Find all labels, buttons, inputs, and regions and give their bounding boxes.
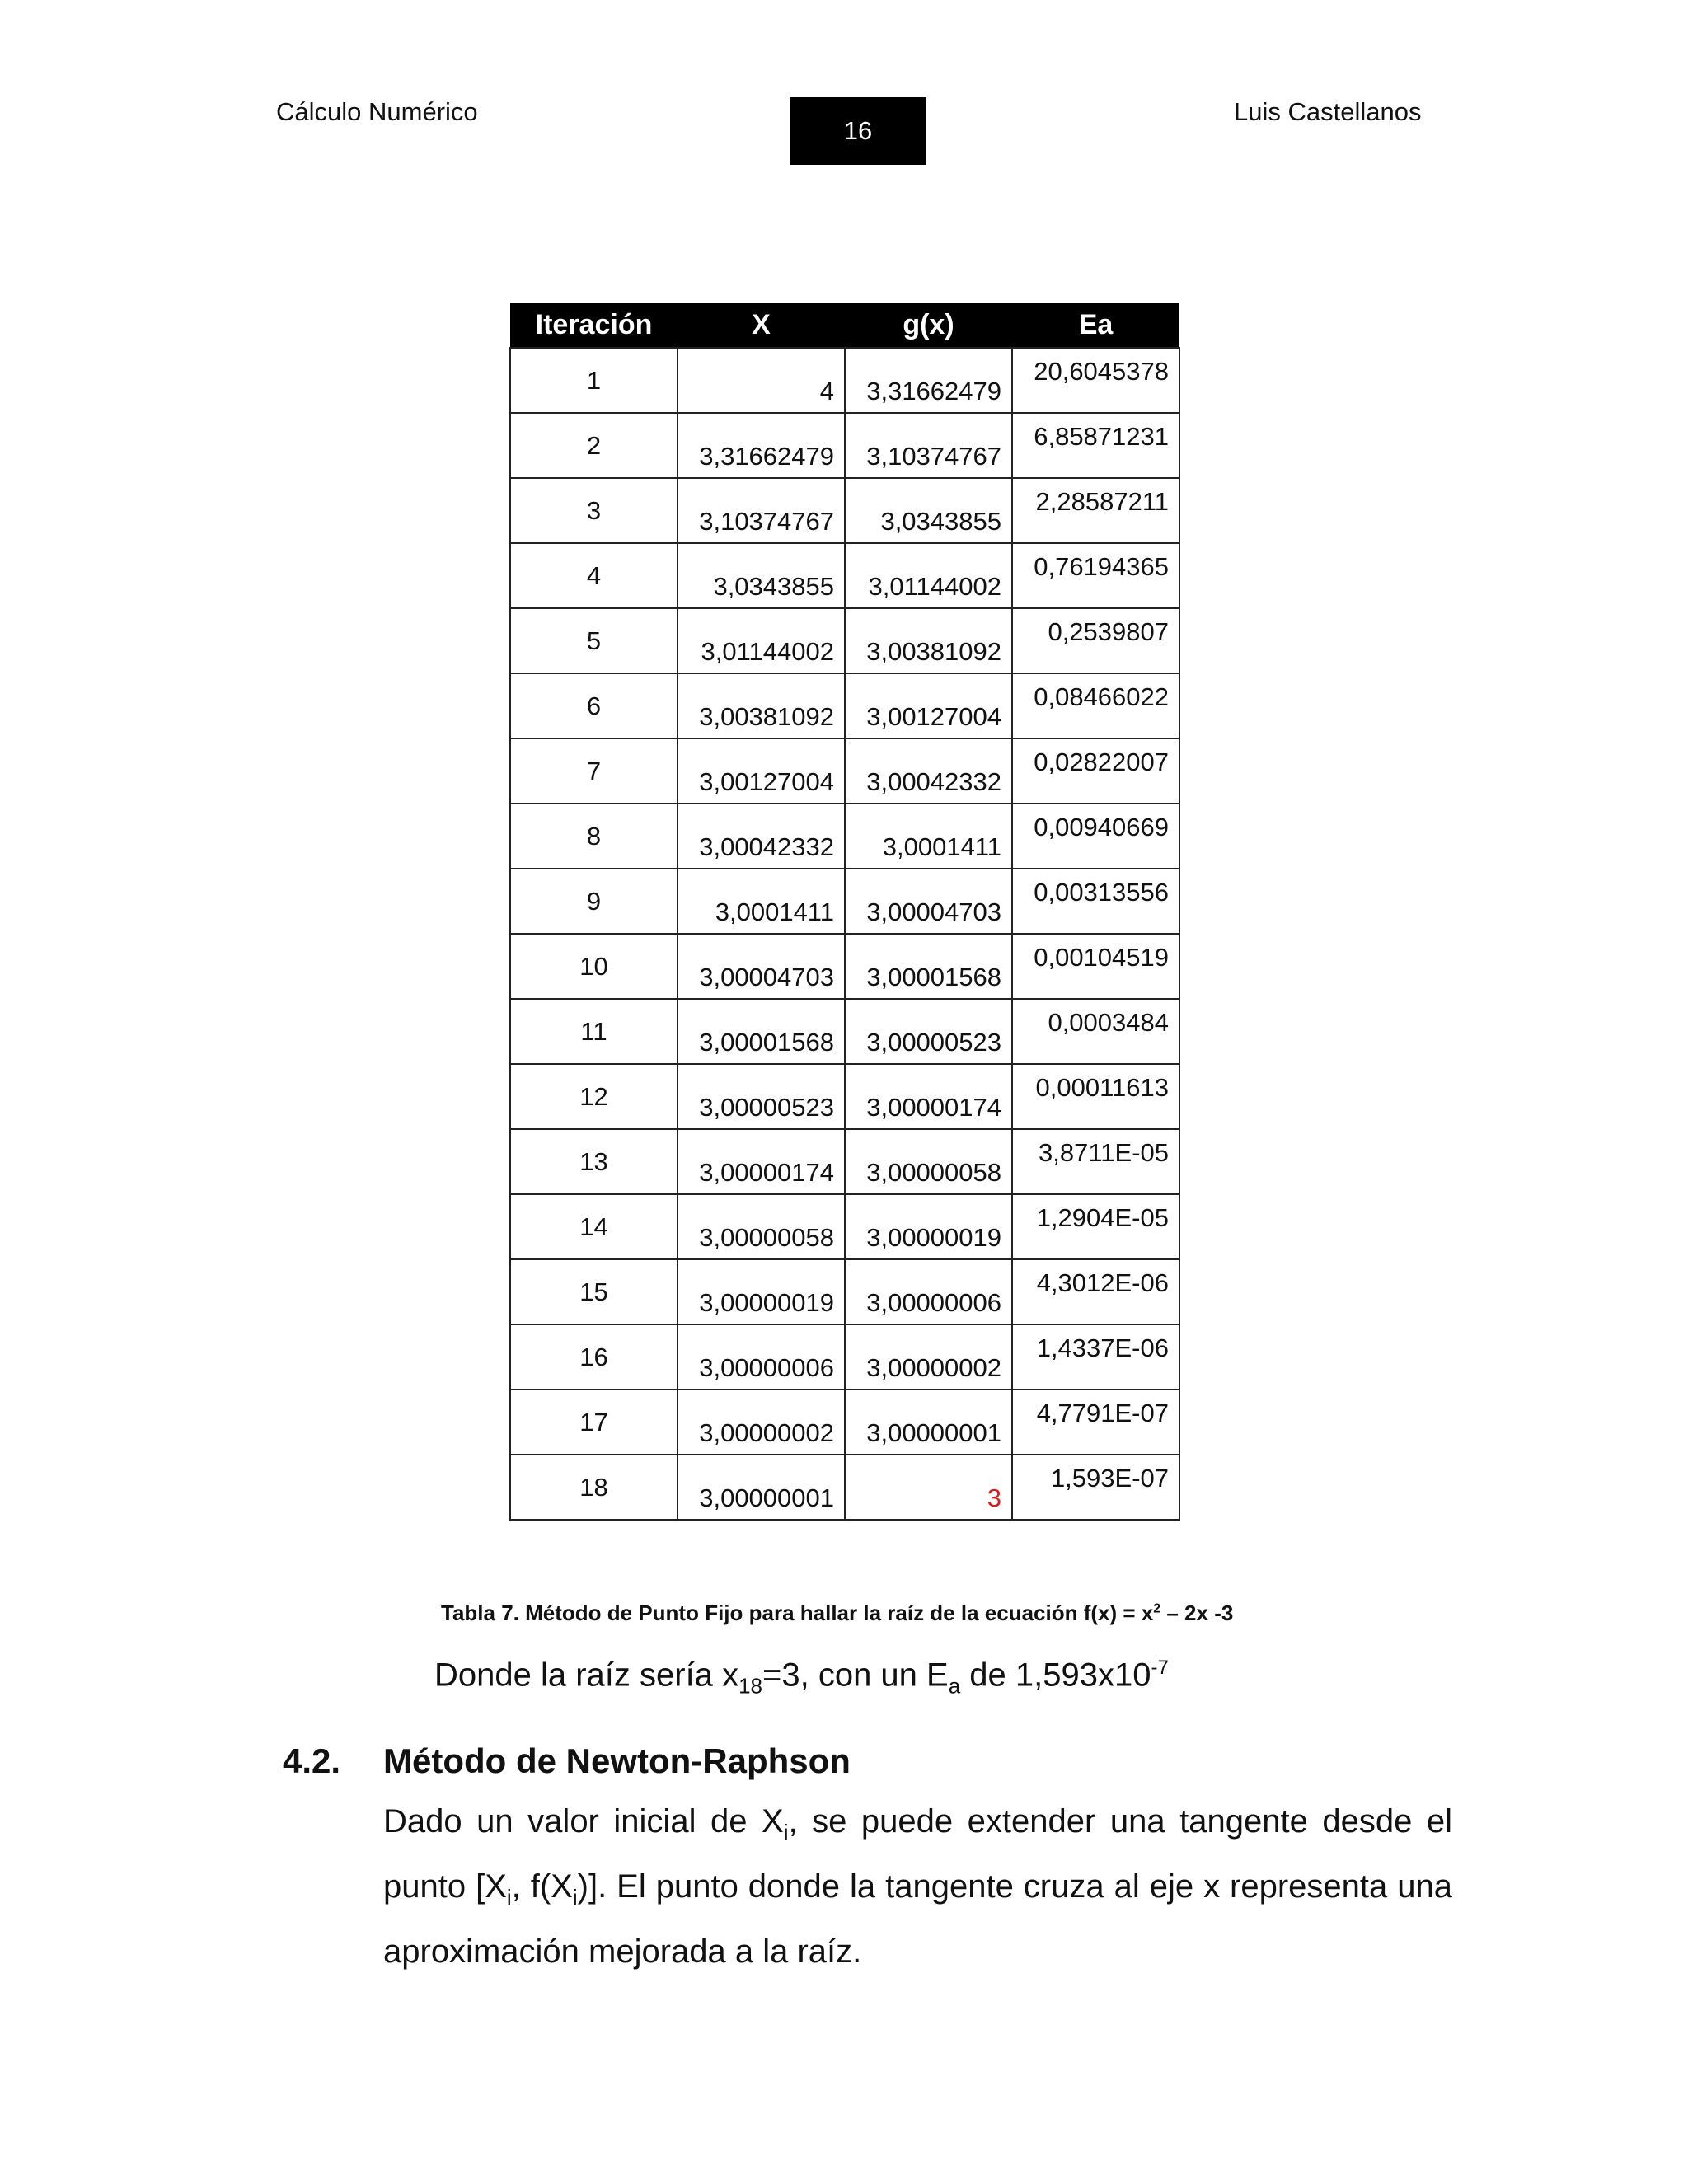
section-number: 4.2. <box>283 1741 341 1780</box>
cell-gx: 3,31662479 <box>845 348 1012 413</box>
header-iteracion: Iteración <box>510 303 678 348</box>
table-row <box>510 1455 1179 1520</box>
cell-gx: 3,00001568 <box>845 934 1012 999</box>
cell-x: 3,00042332 <box>678 804 845 869</box>
cell-iteracion: 8 <box>510 804 678 869</box>
table-row <box>510 738 1179 804</box>
header-left-title: Cálculo Numérico <box>276 97 478 126</box>
table-row <box>510 1064 1179 1129</box>
cell-gx: 3,00000001 <box>845 1390 1012 1455</box>
cell-x: 3,00000174 <box>678 1129 845 1194</box>
cell-gx: 3,00127004 <box>845 673 1012 738</box>
cell-x: 3,00000002 <box>678 1390 845 1455</box>
para-sub-3: i <box>572 1885 578 1910</box>
result-sub-2: a <box>948 1673 961 1699</box>
para-text-4: )]. El punto donde la tangente cruza al eje x representa una aproximación mejorada a la raíz. <box>383 1868 1452 1970</box>
table-row <box>510 1129 1179 1194</box>
section-title: Método de Newton-Raphson <box>383 1741 851 1780</box>
cell-ea: 6,85871231 <box>1012 413 1179 478</box>
cell-x: 3,31662479 <box>678 413 845 478</box>
header-right-author: Luis Castellanos <box>1234 97 1422 126</box>
cell-ea: 4,7791E-07 <box>1012 1390 1179 1455</box>
cell-iteracion: 11 <box>510 999 678 1064</box>
cell-ea: 0,02822007 <box>1012 738 1179 804</box>
cell-x: 3,00000006 <box>678 1324 845 1390</box>
table-row <box>510 804 1179 869</box>
cell-ea: 2,28587211 <box>1012 478 1179 543</box>
table-row <box>510 1259 1179 1324</box>
cell-gx: 3,01144002 <box>845 543 1012 608</box>
page-number-badge: 16 <box>790 97 926 165</box>
para-sub-1: i <box>783 1820 789 1844</box>
table-caption <box>441 1601 1233 1626</box>
cell-ea: 0,00011613 <box>1012 1064 1179 1129</box>
cell-gx: 3,0001411 <box>845 804 1012 869</box>
cell-iteracion: 5 <box>510 608 678 673</box>
table-row <box>510 1194 1179 1259</box>
table-row <box>510 673 1179 738</box>
header-x: X <box>678 303 845 348</box>
table-header-row <box>510 303 1179 348</box>
table-row <box>510 869 1179 934</box>
cell-ea: 0,2539807 <box>1012 608 1179 673</box>
cell-iteracion: 7 <box>510 738 678 804</box>
fixed-point-table <box>509 303 1180 1521</box>
cell-x: 3,00004703 <box>678 934 845 999</box>
table-row <box>510 1324 1179 1390</box>
cell-ea: 3,8711E-05 <box>1012 1129 1179 1194</box>
cell-gx: 3,00000006 <box>845 1259 1012 1324</box>
cell-x: 3,00001568 <box>678 999 845 1064</box>
cell-ea: 1,2904E-05 <box>1012 1194 1179 1259</box>
result-sup: -7 <box>1151 1657 1169 1679</box>
cell-ea: 4,3012E-06 <box>1012 1259 1179 1324</box>
table-row <box>510 1390 1179 1455</box>
table-row <box>510 608 1179 673</box>
caption-tail: – 2x -3 <box>1160 1601 1234 1625</box>
cell-ea: 0,76194365 <box>1012 543 1179 608</box>
cell-x: 3,01144002 <box>678 608 845 673</box>
cell-iteracion: 9 <box>510 869 678 934</box>
cell-iteracion: 6 <box>510 673 678 738</box>
cell-gx: 3,00004703 <box>845 869 1012 934</box>
cell-x: 3,00127004 <box>678 738 845 804</box>
result-sub-1: 18 <box>738 1673 762 1699</box>
cell-x: 3,00000523 <box>678 1064 845 1129</box>
table-row <box>510 543 1179 608</box>
cell-gx: 3,00042332 <box>845 738 1012 804</box>
cell-gx: 3,00000019 <box>845 1194 1012 1259</box>
cell-iteracion: 13 <box>510 1129 678 1194</box>
para-text-1: Dado un valor inicial de X <box>383 1803 784 1840</box>
section-paragraph <box>383 1794 1452 1979</box>
cell-iteracion: 4 <box>510 543 678 608</box>
cell-iteracion: 3 <box>510 478 678 543</box>
cell-gx: 3,0343855 <box>845 478 1012 543</box>
cell-iteracion: 1 <box>510 348 678 413</box>
table-row <box>510 348 1179 413</box>
cell-x: 3,00000001 <box>678 1455 845 1520</box>
para-sub-2: i <box>506 1885 512 1910</box>
cell-iteracion: 17 <box>510 1390 678 1455</box>
result-line <box>434 1657 1169 1699</box>
cell-iteracion: 16 <box>510 1324 678 1390</box>
cell-iteracion: 10 <box>510 934 678 999</box>
cell-ea: 1,4337E-06 <box>1012 1324 1179 1390</box>
cell-gx: 3,10374767 <box>845 413 1012 478</box>
caption-sup: 2 <box>1153 1601 1161 1616</box>
cell-gx: 3,00000058 <box>845 1129 1012 1194</box>
cell-x: 3,00000019 <box>678 1259 845 1324</box>
cell-ea: 0,08466022 <box>1012 673 1179 738</box>
cell-ea: 1,593E-07 <box>1012 1455 1179 1520</box>
header-gx: g(x) <box>845 303 1012 348</box>
result-text-1: Donde la raíz sería x <box>434 1657 739 1694</box>
header-ea: Ea <box>1012 303 1179 348</box>
cell-ea: 0,00104519 <box>1012 934 1179 999</box>
cell-iteracion: 12 <box>510 1064 678 1129</box>
cell-gx: 3,00381092 <box>845 608 1012 673</box>
table-row <box>510 934 1179 999</box>
cell-gx: 3,00000174 <box>845 1064 1012 1129</box>
cell-x: 3,00381092 <box>678 673 845 738</box>
cell-iteracion: 14 <box>510 1194 678 1259</box>
cell-gx: 3 <box>845 1455 1012 1520</box>
cell-iteracion: 15 <box>510 1259 678 1324</box>
cell-x: 4 <box>678 348 845 413</box>
cell-iteracion: 18 <box>510 1455 678 1520</box>
result-text-3: de 1,593x10 <box>960 1657 1151 1694</box>
cell-x: 3,10374767 <box>678 478 845 543</box>
table-row <box>510 478 1179 543</box>
caption-text: Tabla 7. Método de Punto Fijo para hallar la raíz de la ecuación f(x) = x <box>441 1601 1154 1625</box>
cell-ea: 0,0003484 <box>1012 999 1179 1064</box>
para-text-2: , se puede extender una tangente desde el punto [X <box>383 1803 1452 1905</box>
para-text-3: , f(X <box>511 1868 573 1905</box>
cell-iteracion: 2 <box>510 413 678 478</box>
table-row <box>510 999 1179 1064</box>
cell-ea: 0,00313556 <box>1012 869 1179 934</box>
cell-ea: 20,6045378 <box>1012 348 1179 413</box>
cell-x: 3,0001411 <box>678 869 845 934</box>
cell-ea: 0,00940669 <box>1012 804 1179 869</box>
cell-x: 3,00000058 <box>678 1194 845 1259</box>
result-text-2: =3, con un E <box>762 1657 949 1694</box>
table-row <box>510 413 1179 478</box>
cell-gx: 3,00000002 <box>845 1324 1012 1390</box>
cell-x: 3,0343855 <box>678 543 845 608</box>
cell-gx: 3,00000523 <box>845 999 1012 1064</box>
